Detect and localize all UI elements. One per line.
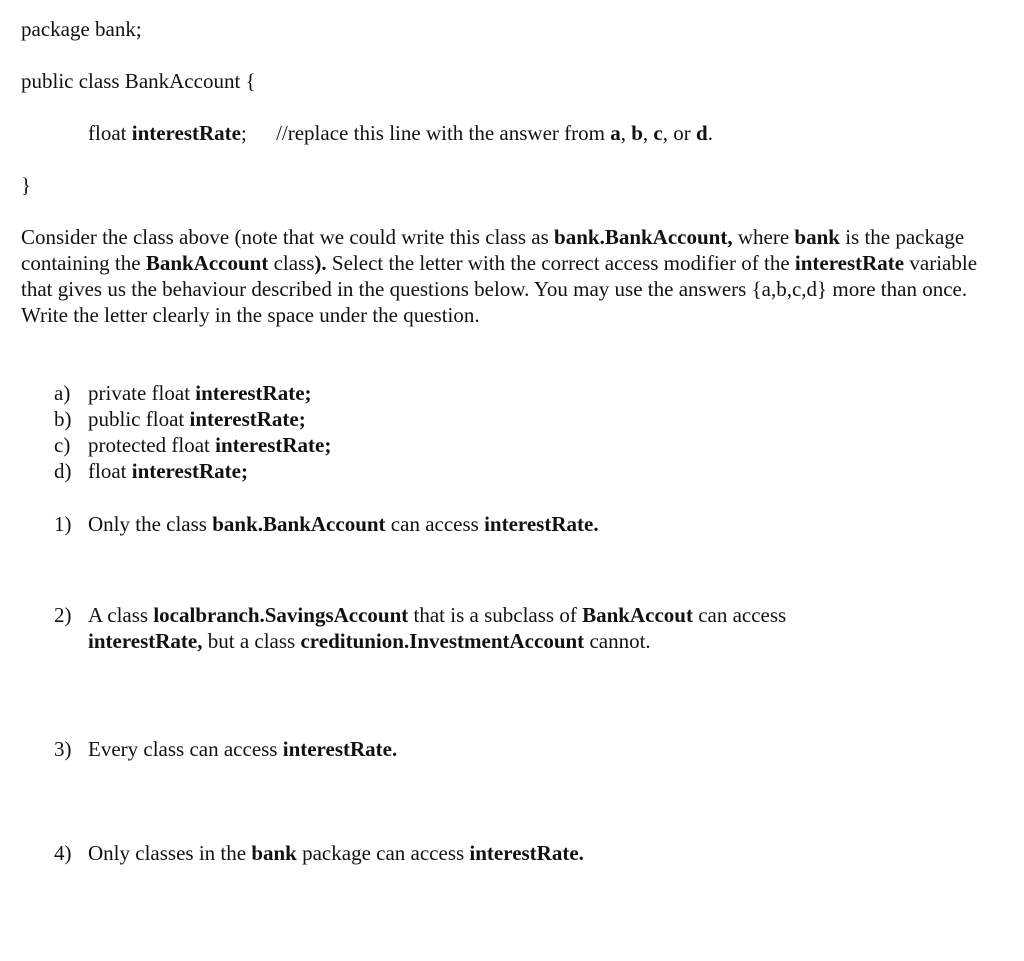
question-number: 1) — [54, 512, 72, 536]
field-name: interestRate — [131, 121, 241, 145]
q1-text-1: Only the class — [88, 512, 213, 536]
para-text-5: Select the letter with the correct access modifier of the — [326, 251, 795, 275]
option-text: public float — [88, 407, 190, 431]
comment-a: a — [610, 121, 621, 145]
para-bold-3: BankAccount — [145, 251, 269, 275]
comment-b: b — [631, 121, 643, 145]
option-c — [54, 432, 331, 458]
q2-bold-1: localbranch.SavingsAccount — [153, 603, 409, 627]
comment-prefix: //replace this line with the answer from — [276, 121, 611, 145]
q3-bold-1: interestRate. — [282, 737, 398, 761]
question-number: 2) — [54, 603, 72, 627]
q4-bold-1: bank — [251, 841, 297, 865]
comment-end: . — [707, 121, 713, 145]
q3-text-1: Every class can access — [88, 737, 283, 761]
q2-text-2: that is a subclass of — [408, 603, 583, 627]
comment-sep2: , — [642, 121, 654, 145]
para-text-2: where — [732, 225, 795, 249]
para-bold-1: bank.BankAccount, — [554, 225, 733, 249]
code-package-line — [21, 16, 142, 42]
comment-c: c — [653, 121, 663, 145]
option-label: b) — [54, 407, 72, 431]
q1-bold-2: interestRate. — [484, 512, 599, 536]
q2-text-5: cannot. — [584, 629, 651, 653]
q2-text-4: but a class — [202, 629, 301, 653]
question-number: 4) — [54, 841, 72, 865]
option-b — [54, 406, 306, 432]
question-1 — [54, 511, 954, 537]
question-3 — [54, 736, 954, 762]
para-text-6: variable that gives us the behaviour described in the questions below. You may use the answers {a,b,c,d} more than once. Write the letter clearly in the space under the question. — [21, 251, 978, 327]
code-field-line — [88, 120, 713, 146]
q1-bold-1: bank.BankAccount — [212, 512, 386, 536]
q2-text-3: can access — [692, 603, 787, 627]
para-text-3: is the package containing the — [21, 225, 965, 275]
code-closing-line — [21, 172, 31, 198]
option-bold: interestRate; — [195, 381, 312, 405]
option-label: c) — [54, 433, 71, 457]
code-class-text: public class BankAccount { — [21, 69, 256, 93]
question-number: 3) — [54, 737, 72, 761]
instructions-paragraph — [21, 224, 981, 328]
option-text: private float — [88, 381, 196, 405]
question-2 — [54, 602, 924, 654]
comment-d: d — [696, 121, 708, 145]
option-label: d) — [54, 459, 72, 483]
option-bold: interestRate; — [215, 433, 332, 457]
comment-or: , or — [662, 121, 696, 145]
para-text-4: class — [268, 251, 315, 275]
option-label: a) — [54, 381, 71, 405]
para-bold-2: bank — [794, 225, 840, 249]
option-bold: interestRate; — [189, 407, 306, 431]
q2-bold-4: creditunion.InvestmentAccount — [300, 629, 585, 653]
q4-text-1: Only classes in the — [88, 841, 252, 865]
q4-bold-2: interestRate. — [469, 841, 584, 865]
q1-text-2: can access — [385, 512, 485, 536]
option-text: protected float — [88, 433, 216, 457]
option-d — [54, 458, 248, 484]
code-closing-brace: } — [21, 173, 32, 197]
question-text — [88, 602, 924, 654]
field-semicolon: ; — [240, 121, 247, 145]
field-type: float — [88, 121, 132, 145]
comment-sep1: , — [620, 121, 632, 145]
code-package-text: package bank; — [21, 17, 142, 41]
question-text — [88, 511, 954, 537]
option-text: float — [88, 459, 132, 483]
question-text — [88, 736, 954, 762]
para-bold-4: ). — [314, 251, 327, 275]
code-class-line — [21, 68, 256, 94]
para-bold-5: interestRate — [794, 251, 905, 275]
question-4 — [54, 840, 954, 866]
q2-bold-3: interestRate, — [88, 629, 203, 653]
option-a — [54, 380, 312, 406]
q4-text-2: package can access — [296, 841, 470, 865]
question-text — [88, 840, 954, 866]
q2-bold-2: BankAccout — [582, 603, 693, 627]
para-text-1: Consider the class above (note that we could write this class as — [21, 225, 555, 249]
option-bold: interestRate; — [131, 459, 248, 483]
q2-text-1: A class — [88, 603, 154, 627]
